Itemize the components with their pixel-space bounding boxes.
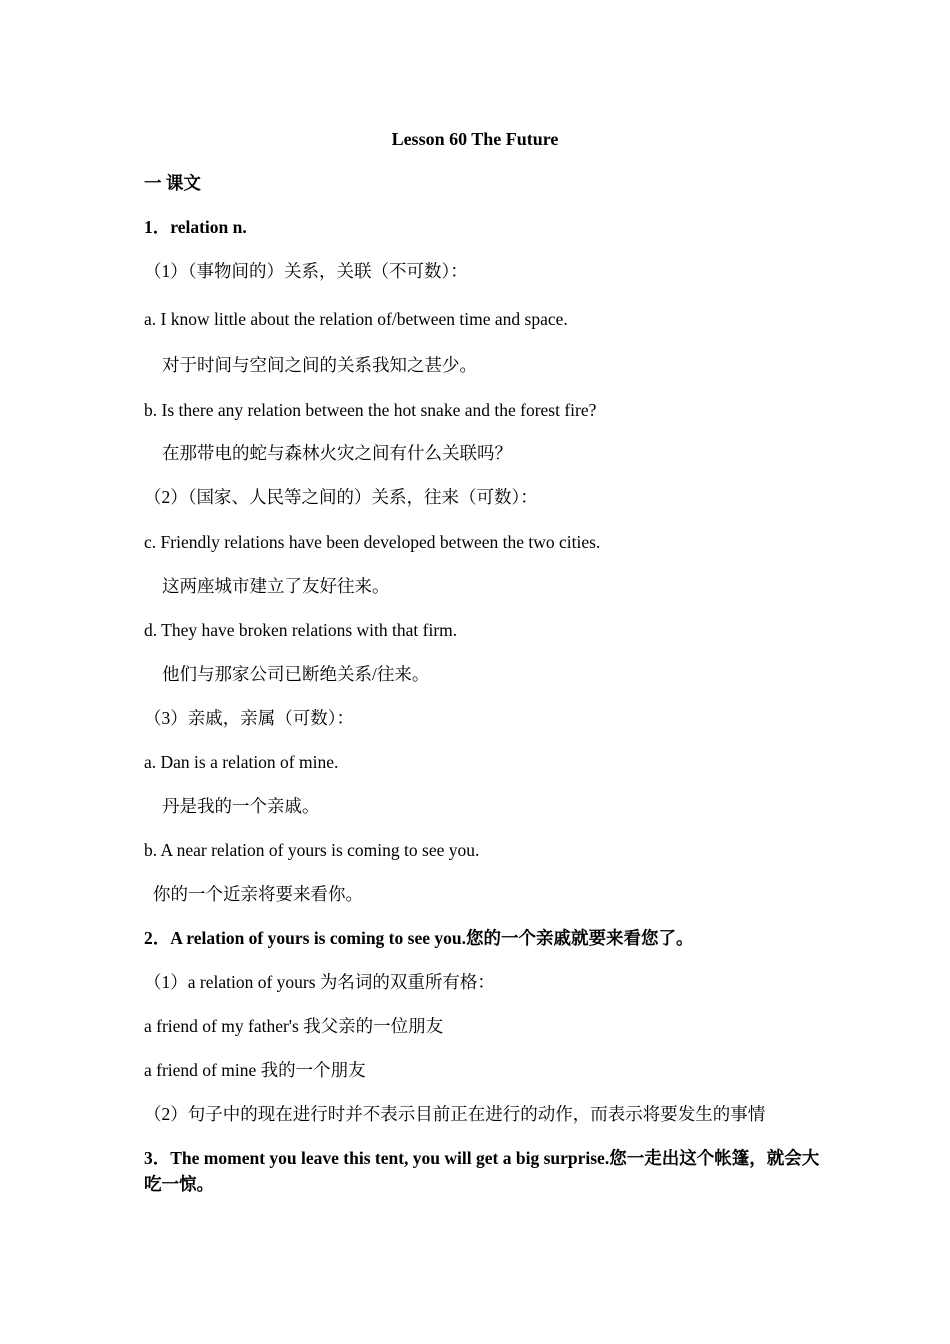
example-translation: 他们与那家公司已断绝关系/往来。 bbox=[162, 664, 430, 684]
example-sentence: d. They have broken relations with that firm. bbox=[144, 620, 458, 640]
note-line: （2）句子中的现在进行时并不表示目前正在进行的动作，而表示将要发生的事情 bbox=[144, 1104, 766, 1124]
sense-heading-1: （1）（事物间的）关系，关联（不可数）： bbox=[144, 261, 468, 281]
point-heading-relation: 1．relation n. bbox=[144, 217, 247, 237]
note-line: （1）a relation of yours 为名词的双重所有格： bbox=[144, 972, 495, 992]
sense-heading-2: （2）（国家、人民等之间的）关系，往来（可数）： bbox=[144, 487, 538, 507]
example-translation: 丹是我的一个亲戚。 bbox=[162, 796, 320, 816]
example-translation: 在那带电的蛇与森林火灾之间有什么关联吗？ bbox=[162, 443, 512, 463]
example-translation: 你的一个近亲将要来看你。 bbox=[153, 884, 363, 904]
example-sentence: a. I know little about the relation of/between time and space. bbox=[144, 309, 568, 329]
note-example: a friend of my father's 我父亲的一位朋友 bbox=[144, 1016, 444, 1036]
note-example: a friend of mine 我的一个朋友 bbox=[144, 1060, 366, 1080]
page-title: Lesson 60 The Future bbox=[391, 129, 559, 149]
section-heading: 一 课文 bbox=[144, 173, 201, 193]
example-translation: 对于时间与空间之间的关系我知之甚少。 bbox=[162, 355, 477, 375]
point-heading-3: 3．The moment you leave this tent, you will get a big surprise.您一走出这个帐篷，就会大吃一惊。 bbox=[144, 1148, 820, 1194]
example-sentence: c. Friendly relations have been developed between the two cities. bbox=[144, 532, 601, 552]
example-sentence: b. Is there any relation between the hot snake and the forest fire? bbox=[144, 400, 597, 420]
example-translation: 这两座城市建立了友好往来。 bbox=[162, 576, 390, 596]
point-heading-2: 2．A relation of yours is coming to see you.您的一个亲戚就要来看您了。 bbox=[144, 928, 694, 948]
example-sentence: b. A near relation of yours is coming to see you. bbox=[144, 840, 480, 860]
example-sentence: a. Dan is a relation of mine. bbox=[144, 752, 339, 772]
sense-heading-3: （3）亲戚，亲属（可数）： bbox=[144, 708, 354, 728]
